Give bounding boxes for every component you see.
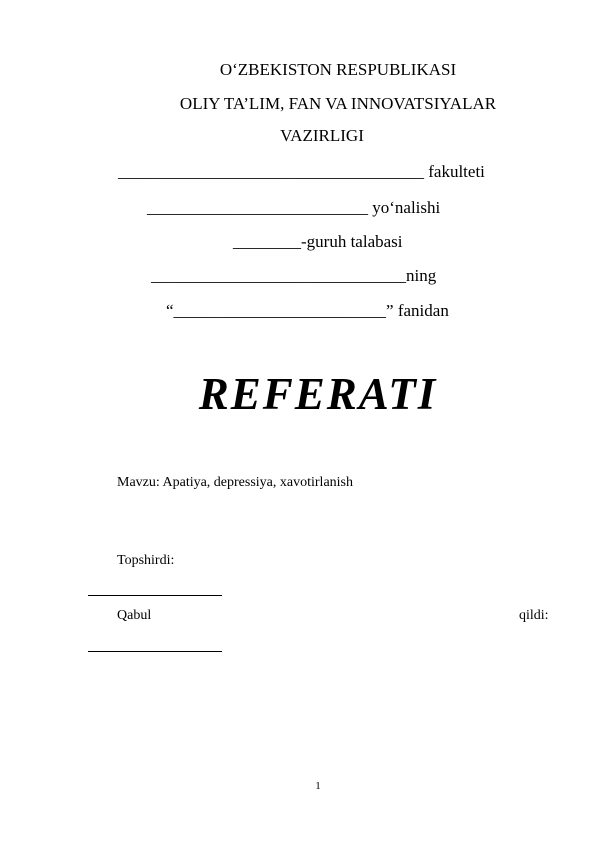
document-title: REFERATI (198, 369, 438, 419)
page-number: 1 (315, 780, 321, 792)
group-field: ________-guruh talabasi (233, 232, 403, 251)
student-name-field: ______________________________ning (151, 266, 437, 285)
submitted-signature-line (88, 595, 222, 596)
accepted-signature-line (88, 651, 222, 652)
faculty-field: ____________________________________ fakulteti (118, 162, 485, 181)
subject-field: “_________________________” fanidan (166, 301, 449, 320)
topic-line: Mavzu: Apatiya, depressiya, xavotirlanish (117, 475, 353, 490)
submitted-label: Topshirdi: (117, 553, 175, 568)
ministry-line-1: O‘ZBEKISTON RESPUBLIKASI (219, 60, 457, 79)
accepted-label-right: qildi: (519, 608, 549, 623)
ministry-line-2: OLIY TA’LIM, FAN VA INNOVATSIYALAR (179, 94, 497, 113)
ministry-line-3: VAZIRLIGI (280, 126, 364, 145)
accepted-label-left: Qabul (117, 608, 152, 623)
direction-field: __________________________ yo‘nalishi (147, 198, 441, 217)
